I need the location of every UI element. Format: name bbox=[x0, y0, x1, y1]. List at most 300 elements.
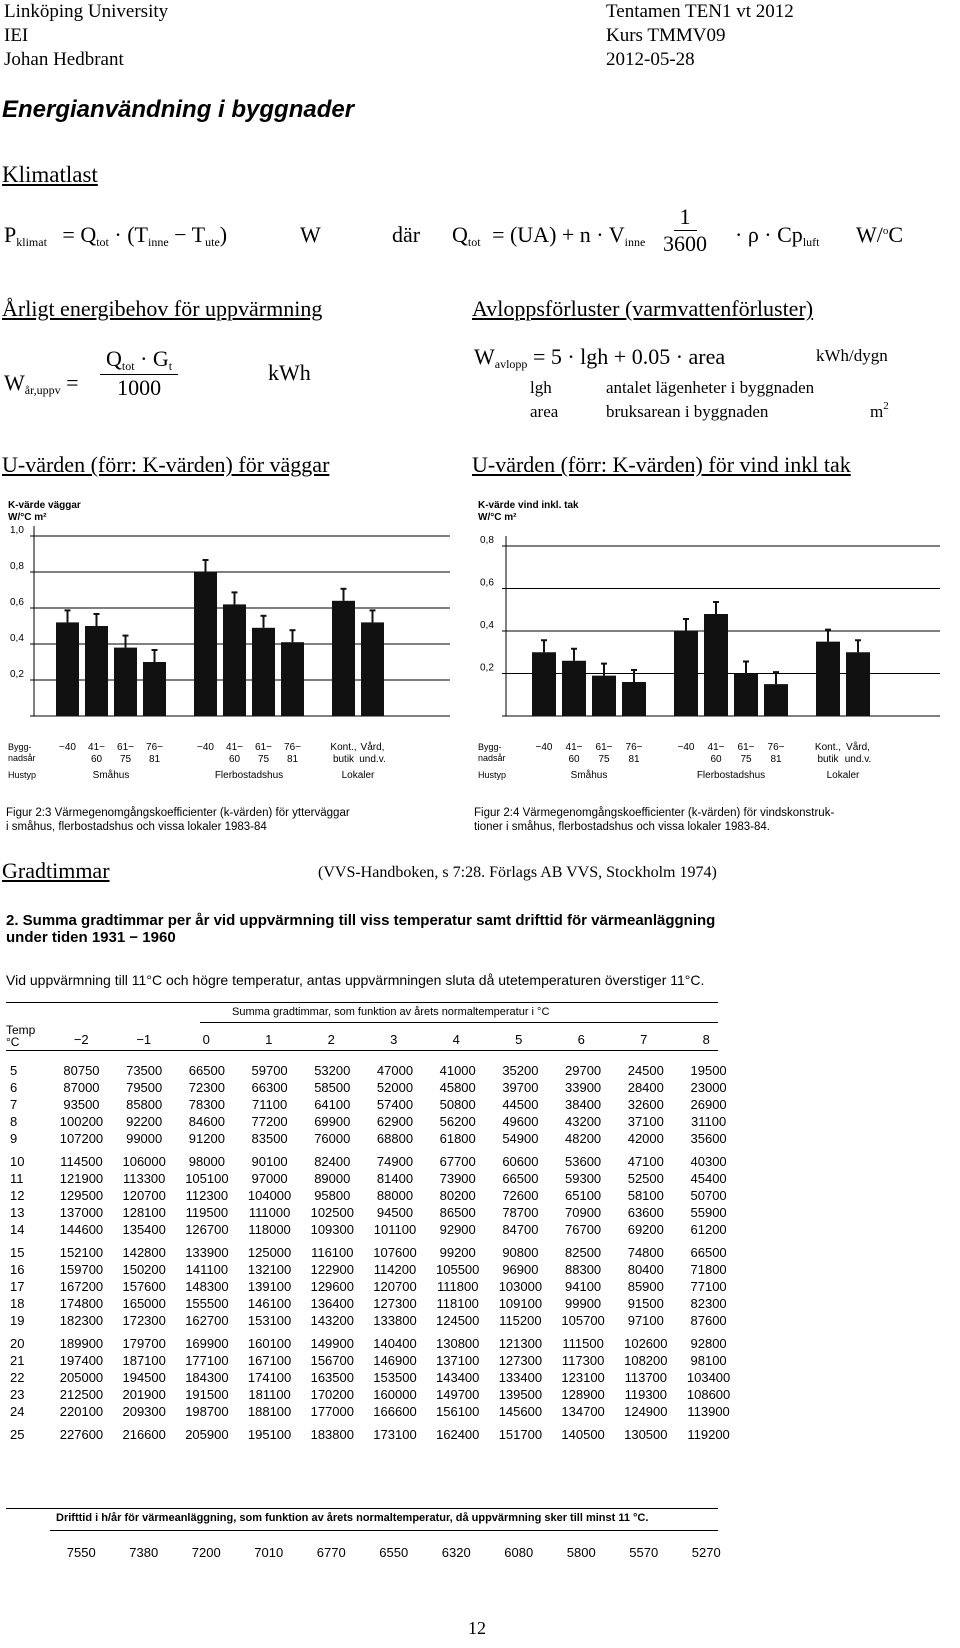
table-cell: 71100 bbox=[251, 1097, 288, 1112]
table-cell: 85800 bbox=[126, 1097, 163, 1112]
table-cell: 216600 bbox=[122, 1427, 166, 1442]
table-cell: 182300 bbox=[59, 1313, 104, 1328]
lgh-label: lgh bbox=[530, 378, 552, 397]
table-cell: 66300 bbox=[251, 1080, 288, 1095]
bar bbox=[194, 572, 217, 716]
table-cell: 59300 bbox=[565, 1171, 602, 1186]
table-cell: 108200 bbox=[624, 1353, 668, 1368]
table-cell: 119200 bbox=[687, 1427, 730, 1442]
arligt-fraction: $\frac{Q_{tot} \cdot G_t}{1000}$ bbox=[100, 346, 178, 401]
table-cell: 65100 bbox=[565, 1188, 602, 1203]
x-tick-label: butik bbox=[332, 754, 355, 765]
table-row-temp: 22 bbox=[10, 1370, 25, 1385]
table-cell: 197400 bbox=[59, 1353, 104, 1368]
table-cell: 113300 bbox=[122, 1171, 166, 1186]
table-cell: 134700 bbox=[561, 1404, 605, 1419]
table-cell: 49600 bbox=[502, 1114, 539, 1129]
table-cell: 133400 bbox=[498, 1370, 543, 1385]
drifttid-row bbox=[50, 1545, 740, 1560]
table-cell: 166600 bbox=[373, 1404, 417, 1419]
table-cell: 84700 bbox=[502, 1222, 539, 1237]
qtot-tail: · $\rho \cdot Cp_{luft}$ bbox=[735, 222, 820, 249]
table-cell: 114500 bbox=[60, 1154, 103, 1169]
y-tick-label: 1,0 bbox=[10, 525, 24, 536]
table-cell: 201900 bbox=[122, 1387, 166, 1402]
table-cell: 91200 bbox=[188, 1131, 225, 1146]
table-cell: 53600 bbox=[565, 1154, 602, 1169]
table-cell: 80400 bbox=[627, 1262, 664, 1277]
y-tick-label: 0,8 bbox=[480, 535, 494, 546]
table-cell: 48200 bbox=[565, 1131, 602, 1146]
table-cell: 37100 bbox=[627, 1114, 664, 1129]
table-cell: 83500 bbox=[251, 1131, 288, 1146]
table-cell: 92900 bbox=[439, 1222, 476, 1237]
table-cell: 82300 bbox=[690, 1296, 727, 1311]
drifttid-value: 6550 bbox=[379, 1545, 409, 1560]
table-cell: 77100 bbox=[690, 1279, 727, 1294]
table-cell: 90100 bbox=[251, 1154, 288, 1169]
table-row bbox=[10, 1261, 740, 1278]
drifttid-value: 6320 bbox=[441, 1545, 471, 1560]
table-cell: 156100 bbox=[436, 1404, 480, 1419]
table-col-header: 8 bbox=[702, 1032, 710, 1047]
y-tick-label: 0,2 bbox=[10, 669, 24, 680]
area-label: area bbox=[530, 402, 559, 421]
bar bbox=[361, 622, 384, 716]
bar bbox=[592, 676, 616, 716]
qtot-fraction: $\frac{1}{3600}$ bbox=[663, 204, 707, 256]
table-cell: 144600 bbox=[59, 1222, 104, 1237]
table-cell: 76700 bbox=[565, 1222, 602, 1237]
table-cell: 133900 bbox=[185, 1245, 229, 1260]
x-tick-label: 61− bbox=[737, 742, 755, 753]
hustyp-label: Hustyp bbox=[478, 770, 507, 780]
table-cell: 82400 bbox=[314, 1154, 351, 1169]
table-col-header: 1 bbox=[265, 1032, 273, 1047]
table-cell: 115200 bbox=[499, 1313, 542, 1328]
table-cell: 135400 bbox=[122, 1222, 166, 1237]
group-label: Lokaler bbox=[341, 770, 375, 781]
gradtimmar-heading: Gradtimmar bbox=[2, 858, 110, 883]
table-row bbox=[10, 1221, 740, 1238]
table-cell: 19500 bbox=[690, 1063, 727, 1078]
table-cell: 167100 bbox=[247, 1353, 292, 1368]
table-cell: 86500 bbox=[439, 1205, 476, 1220]
table-cell: 169900 bbox=[185, 1336, 229, 1351]
bar bbox=[252, 628, 275, 716]
table-cell: 183800 bbox=[310, 1427, 354, 1442]
x-tick-label: 41− bbox=[707, 742, 725, 753]
table-cell: 45400 bbox=[690, 1171, 727, 1186]
table-row-temp: 9 bbox=[10, 1131, 18, 1146]
arligt-lhs: $W_{år,uppv}$ = bbox=[4, 370, 79, 397]
avlopp-heading: Avloppsförluster (varmvattenförluster) bbox=[472, 296, 814, 321]
table-cell: 150200 bbox=[122, 1262, 166, 1277]
lgh-desc: antalet lägenheter i byggnaden bbox=[606, 378, 815, 397]
table-cell: 140400 bbox=[373, 1336, 417, 1351]
table-cell: 143200 bbox=[310, 1313, 354, 1328]
table-cell: 156700 bbox=[310, 1353, 354, 1368]
y-tick-label: 0,2 bbox=[480, 662, 494, 674]
table-col-header: 6 bbox=[577, 1032, 585, 1047]
table-cell: 103400 bbox=[686, 1370, 731, 1385]
table-cell: 69200 bbox=[627, 1222, 664, 1237]
table-cell: 87000 bbox=[63, 1080, 100, 1095]
table-cell: 187100 bbox=[122, 1353, 166, 1368]
table-cell: 61200 bbox=[690, 1222, 727, 1237]
table-cell: 127300 bbox=[498, 1353, 543, 1368]
header-course: Kurs TMMV09 bbox=[606, 25, 726, 46]
table-cell: 70900 bbox=[565, 1205, 602, 1220]
table-cell: 149900 bbox=[310, 1336, 354, 1351]
table-cell: 59700 bbox=[251, 1063, 288, 1078]
table-row bbox=[10, 1062, 740, 1079]
table-cell: 198700 bbox=[185, 1404, 229, 1419]
x-tick-label: 60 bbox=[568, 754, 580, 765]
table-cell: 162700 bbox=[185, 1313, 229, 1328]
table-row bbox=[10, 1312, 740, 1329]
table-cell: 74800 bbox=[627, 1245, 664, 1260]
bar bbox=[704, 614, 728, 716]
x-tick-label: 61− bbox=[117, 742, 134, 753]
table-cell: 81400 bbox=[376, 1171, 414, 1186]
table-cell: 177000 bbox=[310, 1404, 354, 1419]
table-col-header: −2 bbox=[73, 1032, 89, 1047]
y-tick-label: 0,6 bbox=[10, 597, 24, 608]
table-cell: 44500 bbox=[502, 1097, 539, 1112]
x-tick-label: 61− bbox=[595, 742, 613, 753]
table-cell: 120700 bbox=[122, 1188, 166, 1203]
table-cell: 105100 bbox=[185, 1171, 229, 1186]
x-tick-label: 61− bbox=[255, 742, 272, 753]
drifttid-rule-top bbox=[6, 1508, 718, 1509]
qtot-formula: $Q_{tot} = (UA) + n \cdot V_{inne}$ bbox=[452, 222, 646, 249]
table-cell: 184300 bbox=[185, 1370, 229, 1385]
table-cell: 148300 bbox=[185, 1279, 229, 1294]
table-row-temp: 7 bbox=[10, 1097, 18, 1112]
avlopp-unit: kWh/dygn bbox=[816, 346, 888, 365]
figure-caption: Figur 2:4 Värmegenomgångskoefficienter (k-värden) för vindskonstruk- bbox=[474, 807, 835, 819]
table-cell: 170200 bbox=[310, 1387, 354, 1402]
table-cell: 205900 bbox=[185, 1427, 229, 1442]
table-cell: 167200 bbox=[59, 1279, 104, 1294]
table-cell: 100200 bbox=[59, 1114, 104, 1129]
table-row bbox=[10, 1329, 740, 1352]
table-cell: 97000 bbox=[251, 1171, 288, 1186]
x-tick-label: Kont., bbox=[330, 742, 357, 753]
bar bbox=[85, 626, 108, 716]
table-row-temp: 24 bbox=[10, 1404, 25, 1419]
drifttid-value: 7550 bbox=[66, 1545, 96, 1560]
table-cell: 95800 bbox=[314, 1188, 351, 1203]
table-cell: 189900 bbox=[59, 1336, 104, 1351]
table-cell: 80750 bbox=[63, 1063, 100, 1078]
table-cell: 114200 bbox=[373, 1262, 417, 1277]
table-cell: 119500 bbox=[185, 1205, 229, 1220]
table-cell: 220100 bbox=[59, 1404, 104, 1419]
bar bbox=[56, 622, 79, 716]
table-cell: 174100 bbox=[247, 1370, 292, 1385]
x-tick-label: Kont., bbox=[814, 742, 842, 753]
bar bbox=[816, 642, 840, 716]
group-label: Lokaler bbox=[826, 770, 860, 781]
table-row-temp: 15 bbox=[10, 1245, 25, 1260]
table-cell: 137000 bbox=[59, 1205, 104, 1220]
x-tick-label: 81 bbox=[628, 754, 640, 765]
table-cell: 118000 bbox=[248, 1222, 291, 1237]
qtot-unit: W/$^o$C bbox=[856, 222, 904, 247]
table-cell: 109100 bbox=[498, 1296, 543, 1311]
table-row bbox=[10, 1295, 740, 1312]
table-cell: 129600 bbox=[310, 1279, 354, 1294]
klimatlast-formula: $P_{klimat} = Q_{tot} \cdot (T_{inne} - T_{ute})$ bbox=[4, 222, 228, 249]
table-cell: 188100 bbox=[247, 1404, 292, 1419]
table-row-temp: 20 bbox=[10, 1336, 25, 1351]
table-cell: 78700 bbox=[502, 1205, 539, 1220]
drifttid-value: 6770 bbox=[316, 1545, 346, 1560]
table-cell: 121900 bbox=[59, 1171, 104, 1186]
table-cell: 60600 bbox=[502, 1154, 539, 1169]
x-tick-label: 76− bbox=[284, 742, 301, 753]
table-cell: 72600 bbox=[502, 1188, 539, 1203]
table-row-temp: 5 bbox=[10, 1063, 18, 1078]
table-cell: 35600 bbox=[690, 1131, 727, 1146]
table-cell: 74900 bbox=[376, 1154, 414, 1169]
table-cell: 126700 bbox=[185, 1222, 229, 1237]
table-cell: 38400 bbox=[565, 1097, 602, 1112]
group-label: Flerbostadshus bbox=[696, 770, 766, 781]
table-cell: 68800 bbox=[376, 1131, 414, 1146]
table-cell: 88000 bbox=[376, 1188, 414, 1203]
klimatlast-heading: Klimatlast bbox=[2, 162, 98, 187]
table-cell: 173100 bbox=[373, 1427, 417, 1442]
table-row-temp: 11 bbox=[10, 1171, 24, 1186]
table-row bbox=[10, 1147, 740, 1170]
roof-u-value-chart bbox=[470, 496, 960, 866]
table-cell: 80200 bbox=[439, 1188, 476, 1203]
table-col-header: 3 bbox=[390, 1032, 398, 1047]
table-cell: 162400 bbox=[436, 1427, 480, 1442]
table-cell: 105500 bbox=[436, 1262, 480, 1277]
table-cell: 124900 bbox=[624, 1404, 668, 1419]
header-right bbox=[606, 0, 794, 72]
avlopp-formula: $W_{avlopp} = 5 \cdot \lg h + 0.05$ · area bbox=[474, 344, 726, 371]
table-cell: 91500 bbox=[627, 1296, 664, 1311]
bar bbox=[332, 601, 355, 716]
table-cell: 181100 bbox=[248, 1387, 291, 1402]
table-cell: 205000 bbox=[59, 1370, 104, 1385]
table-row-temp: 18 bbox=[10, 1296, 25, 1311]
table-cell: 24500 bbox=[627, 1063, 664, 1078]
x-tick-label: 76− bbox=[767, 742, 785, 753]
x-tick-label: Vård, bbox=[360, 742, 385, 753]
table-cell: 58500 bbox=[314, 1080, 351, 1095]
x-tick-label: Vård, bbox=[846, 742, 870, 753]
table-cell: 89000 bbox=[314, 1171, 351, 1186]
table-cell: 124500 bbox=[436, 1313, 480, 1328]
table-cell: 96900 bbox=[502, 1262, 539, 1277]
table-cell: 90800 bbox=[502, 1245, 539, 1260]
table-cell: 102500 bbox=[310, 1205, 354, 1220]
area-unit: $m^2$ bbox=[870, 400, 889, 421]
table-row bbox=[10, 1369, 740, 1386]
table-col-header: 5 bbox=[515, 1032, 523, 1047]
table-cell: 132100 bbox=[247, 1262, 292, 1277]
table-cell: 98100 bbox=[690, 1353, 727, 1368]
table-col-header: −1 bbox=[136, 1032, 152, 1047]
table-cell: 92800 bbox=[690, 1336, 727, 1351]
table-row-temp: 21 bbox=[10, 1353, 25, 1368]
drifttid-value: 7010 bbox=[254, 1545, 284, 1560]
klimatlast-unit: W bbox=[300, 222, 321, 247]
table-cell: 209300 bbox=[122, 1404, 166, 1419]
table-row bbox=[10, 1278, 740, 1295]
table-cell: 77200 bbox=[251, 1114, 288, 1129]
table-cell: 107200 bbox=[59, 1131, 104, 1146]
drifttid-label: Drifttid i h/år för värmeanläggning, som funktion av årets normaltemperatur, då uppvärmning sker till minst 11 °C. bbox=[56, 1512, 649, 1524]
table-cell: 26900 bbox=[690, 1097, 727, 1112]
group-label: Småhus bbox=[92, 770, 130, 781]
chart-title: K-värde väggar bbox=[8, 500, 81, 511]
y-tick-label: 0,8 bbox=[10, 561, 24, 572]
table-cell: 116100 bbox=[311, 1245, 354, 1260]
drifttid-value: 7380 bbox=[129, 1545, 159, 1560]
page-title: Energianvändning i byggnader bbox=[2, 96, 355, 123]
group-row-label: Bygg- bbox=[478, 742, 502, 752]
table-cell: 23000 bbox=[690, 1080, 727, 1095]
bar bbox=[846, 652, 870, 716]
gradtimmar-source: (VVS-Handboken, s 7:28. Förlags AB VVS, Stockholm 1974) bbox=[318, 864, 717, 881]
x-tick-label: −40 bbox=[197, 742, 214, 753]
table-row-temp: 12 bbox=[10, 1188, 25, 1203]
table-cell: 63600 bbox=[627, 1205, 664, 1220]
hustyp-label: Hustyp bbox=[8, 770, 37, 780]
table-cell: 152100 bbox=[59, 1245, 104, 1260]
table-cell: 118100 bbox=[436, 1296, 479, 1311]
drifttid-value: 6080 bbox=[504, 1545, 534, 1560]
table-cell: 195100 bbox=[247, 1427, 292, 1442]
x-tick-label: −40 bbox=[535, 742, 553, 753]
table-corner: Temp °C bbox=[6, 1023, 36, 1049]
table-cell: 119300 bbox=[624, 1387, 668, 1402]
table-cell: 71800 bbox=[690, 1262, 727, 1277]
table-caption-rule bbox=[200, 1022, 718, 1023]
x-tick-label: 81 bbox=[286, 754, 299, 765]
x-tick-label: 41− bbox=[565, 742, 583, 753]
table-cell: 108600 bbox=[686, 1387, 731, 1402]
table-cell: 191500 bbox=[185, 1387, 229, 1402]
table-cell: 179700 bbox=[122, 1336, 166, 1351]
table-cell: 56200 bbox=[439, 1114, 476, 1129]
table-row-temp: 10 bbox=[10, 1154, 25, 1169]
table-cell: 121300 bbox=[498, 1336, 543, 1351]
x-tick-label: 41− bbox=[226, 742, 243, 753]
table-cell: 50700 bbox=[690, 1188, 727, 1203]
table-cell: 117300 bbox=[561, 1353, 605, 1368]
y-tick-label: 0,6 bbox=[480, 577, 494, 589]
y-tick-label: 0,4 bbox=[10, 633, 24, 644]
drifttid-value: 5270 bbox=[691, 1545, 721, 1560]
area-desc: bruksarean i byggnaden bbox=[606, 402, 769, 421]
figure-caption: i småhus, flerbostadshus och vissa lokaler 1983-84 bbox=[6, 821, 267, 833]
table-cell: 88300 bbox=[565, 1262, 602, 1277]
table-col-header: 2 bbox=[327, 1032, 335, 1047]
bar bbox=[223, 604, 246, 716]
x-tick-label: 60 bbox=[710, 754, 722, 765]
table-row bbox=[10, 1420, 740, 1443]
table-cell: 76000 bbox=[314, 1131, 351, 1146]
table-cell: 137100 bbox=[436, 1353, 480, 1368]
table-cell: 146900 bbox=[373, 1353, 417, 1368]
bar bbox=[674, 631, 698, 716]
table-cell: 212500 bbox=[59, 1387, 104, 1402]
table-cell: 128100 bbox=[122, 1205, 166, 1220]
x-tick-label: 60 bbox=[228, 754, 241, 765]
table-row bbox=[10, 1113, 740, 1130]
table-cell: 141100 bbox=[185, 1262, 229, 1277]
table-cell: 101100 bbox=[373, 1222, 417, 1237]
table-cell: 97100 bbox=[627, 1313, 664, 1328]
table-row-temp: 25 bbox=[10, 1427, 25, 1442]
table-row bbox=[10, 1170, 740, 1187]
table-cell: 99200 bbox=[439, 1245, 476, 1260]
table-row bbox=[10, 1187, 740, 1204]
table-cell: 160000 bbox=[373, 1387, 417, 1402]
group-label: Flerbostadshus bbox=[214, 770, 284, 781]
chart-title: K-värde vind inkl. tak bbox=[478, 500, 579, 511]
table-caption: Summa gradtimmar, som funktion av årets normaltemperatur i °C bbox=[232, 1006, 550, 1018]
table-cell: 40300 bbox=[690, 1154, 727, 1169]
bar bbox=[734, 674, 758, 717]
bar bbox=[532, 652, 556, 716]
table-col-header: 7 bbox=[640, 1032, 648, 1047]
table-cell: 52500 bbox=[627, 1171, 664, 1186]
table-row-temp: 16 bbox=[10, 1262, 25, 1277]
table-cell: 62900 bbox=[376, 1114, 414, 1129]
table-cell: 42000 bbox=[627, 1131, 664, 1146]
table-cell: 136400 bbox=[310, 1296, 354, 1311]
group-row-label: nadsår bbox=[8, 753, 36, 763]
table-col-header: 0 bbox=[202, 1032, 210, 1047]
table-cell: 98000 bbox=[188, 1154, 225, 1169]
table-cell: 39700 bbox=[502, 1080, 539, 1095]
x-tick-label: 75 bbox=[257, 754, 270, 765]
table-cell: 139100 bbox=[247, 1279, 292, 1294]
table-cell: 43200 bbox=[565, 1114, 602, 1129]
roof-heading: U-värden (förr: K-värden) för vind inkl tak bbox=[472, 452, 851, 477]
header-left bbox=[4, 0, 168, 72]
header-author: Johan Hedbrant bbox=[4, 49, 124, 70]
table-cell: 79500 bbox=[126, 1080, 163, 1095]
table-cell: 61800 bbox=[439, 1131, 476, 1146]
table-cell: 111800 bbox=[436, 1279, 479, 1294]
table-cell: 73500 bbox=[126, 1063, 163, 1078]
table-header-rule bbox=[6, 1050, 718, 1051]
table-cell: 113700 bbox=[624, 1370, 668, 1385]
table-cell: 94500 bbox=[376, 1205, 414, 1220]
table-cell: 28400 bbox=[627, 1080, 664, 1095]
table-cell: 64100 bbox=[314, 1097, 351, 1112]
table-cell: 107600 bbox=[373, 1245, 417, 1260]
bar bbox=[622, 682, 646, 716]
table-cell: 165000 bbox=[122, 1296, 166, 1311]
x-tick-label: 41− bbox=[88, 742, 105, 753]
x-tick-label: 60 bbox=[90, 754, 103, 765]
table-cell: 29700 bbox=[565, 1063, 602, 1078]
group-row-label: nadsår bbox=[478, 753, 506, 763]
table-cell: 99900 bbox=[565, 1296, 602, 1311]
table-cell: 151700 bbox=[498, 1427, 543, 1442]
